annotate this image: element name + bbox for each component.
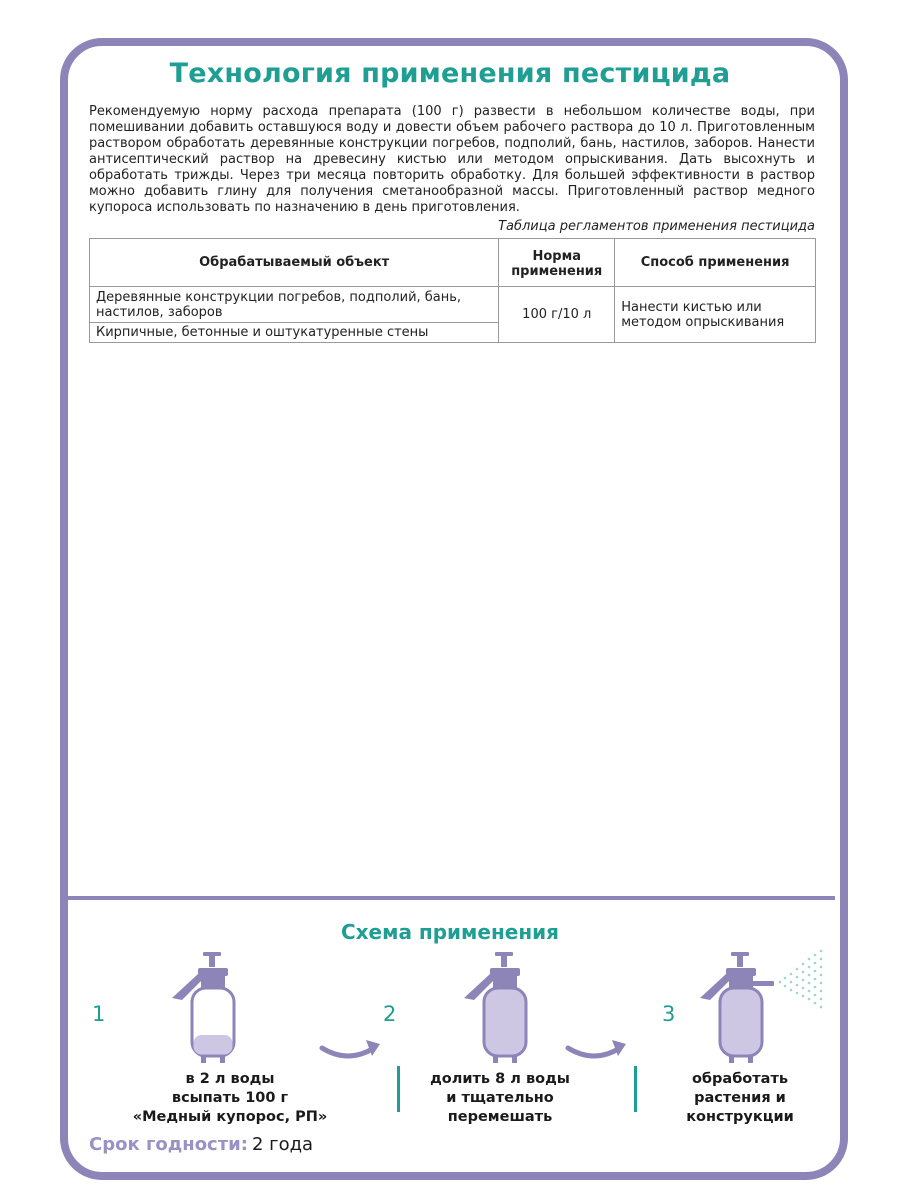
- table-caption: Таблица регламентов применения пестицида: [498, 219, 815, 234]
- step-number-3: 3: [662, 1002, 676, 1026]
- scheme-title: Схема применения: [340, 920, 560, 944]
- regulations-table: [89, 238, 816, 343]
- shelf-life: [89, 1134, 313, 1155]
- step-text-line: всыпать 100 г: [171, 1090, 289, 1106]
- table-row: [90, 287, 816, 323]
- method-cell: Нанести кистью или методом опрыскивания: [615, 287, 816, 343]
- table-header-row: [90, 239, 816, 287]
- header-norm-text: Норма применения: [511, 249, 603, 279]
- sprayer-icon-3: [696, 938, 830, 1066]
- step-number-1: 1: [92, 1002, 106, 1026]
- object-cell: Деревянные конструкции погребов, подполий, бань, настилов, заборов: [90, 287, 499, 323]
- step-text-line: конструкции: [686, 1109, 794, 1125]
- sprayer-icon-2: [460, 950, 540, 1066]
- page-title: Технология применения пестицида: [169, 58, 731, 89]
- intro-paragraph: Рекомендуемую норму расхода препарата (100 г) развести в небольшом количестве воды, при помешивании добавить оставшуюся воду и довести объем рабочего раствора до 10 л. Приготовленным раствором обработать деревянные конструкции погребов, подполий, бань, настилов, заборов. Нанести антисептический раствор на древесину кистью или методом опрыскивания. Дать высохнуть и обработать трижды. Через три месяца повторить обработку. Для большей эффективности в раствор можно добавить глину для получения сметанообразной массы. Приготовленный раствор медного купороса использовать по назначению в день приготовления.: [89, 104, 815, 215]
- norm-cell: 100 г/10 л: [499, 287, 615, 343]
- step-text-line: долить 8 л воды: [430, 1071, 570, 1087]
- arrow-right-icon-2: [564, 1034, 630, 1064]
- object-cell: Кирпичные, бетонные и оштукатуренные стены: [90, 323, 499, 343]
- spray-mist-icon: [779, 950, 823, 1009]
- step-text-line: растения и: [694, 1090, 786, 1106]
- step-separator: [634, 1066, 637, 1112]
- section-divider: [68, 896, 835, 900]
- step-text-line: перемешать: [447, 1109, 553, 1125]
- header-norm: [499, 239, 615, 287]
- step-text-line: обработать: [691, 1071, 789, 1087]
- arrow-right-icon-1: [318, 1034, 384, 1064]
- shelf-life-label: Срок годности:: [89, 1134, 248, 1155]
- step-text-line: в 2 л воды: [185, 1071, 275, 1087]
- step-text-line: и тщательно: [446, 1090, 554, 1106]
- step-separator: [397, 1066, 400, 1112]
- step-number-2: 2: [383, 1002, 397, 1026]
- sprayer-icon-1: [168, 950, 248, 1066]
- step-text-1: [90, 1070, 370, 1127]
- shelf-life-value: 2 года: [251, 1134, 314, 1155]
- step-text-line: «Медный купорос, РП»: [132, 1109, 328, 1125]
- header-method: Способ применения: [615, 239, 816, 287]
- step-text-3: [650, 1070, 830, 1127]
- header-object: Обрабатываемый объект: [90, 239, 499, 287]
- step-text-2: [408, 1070, 592, 1127]
